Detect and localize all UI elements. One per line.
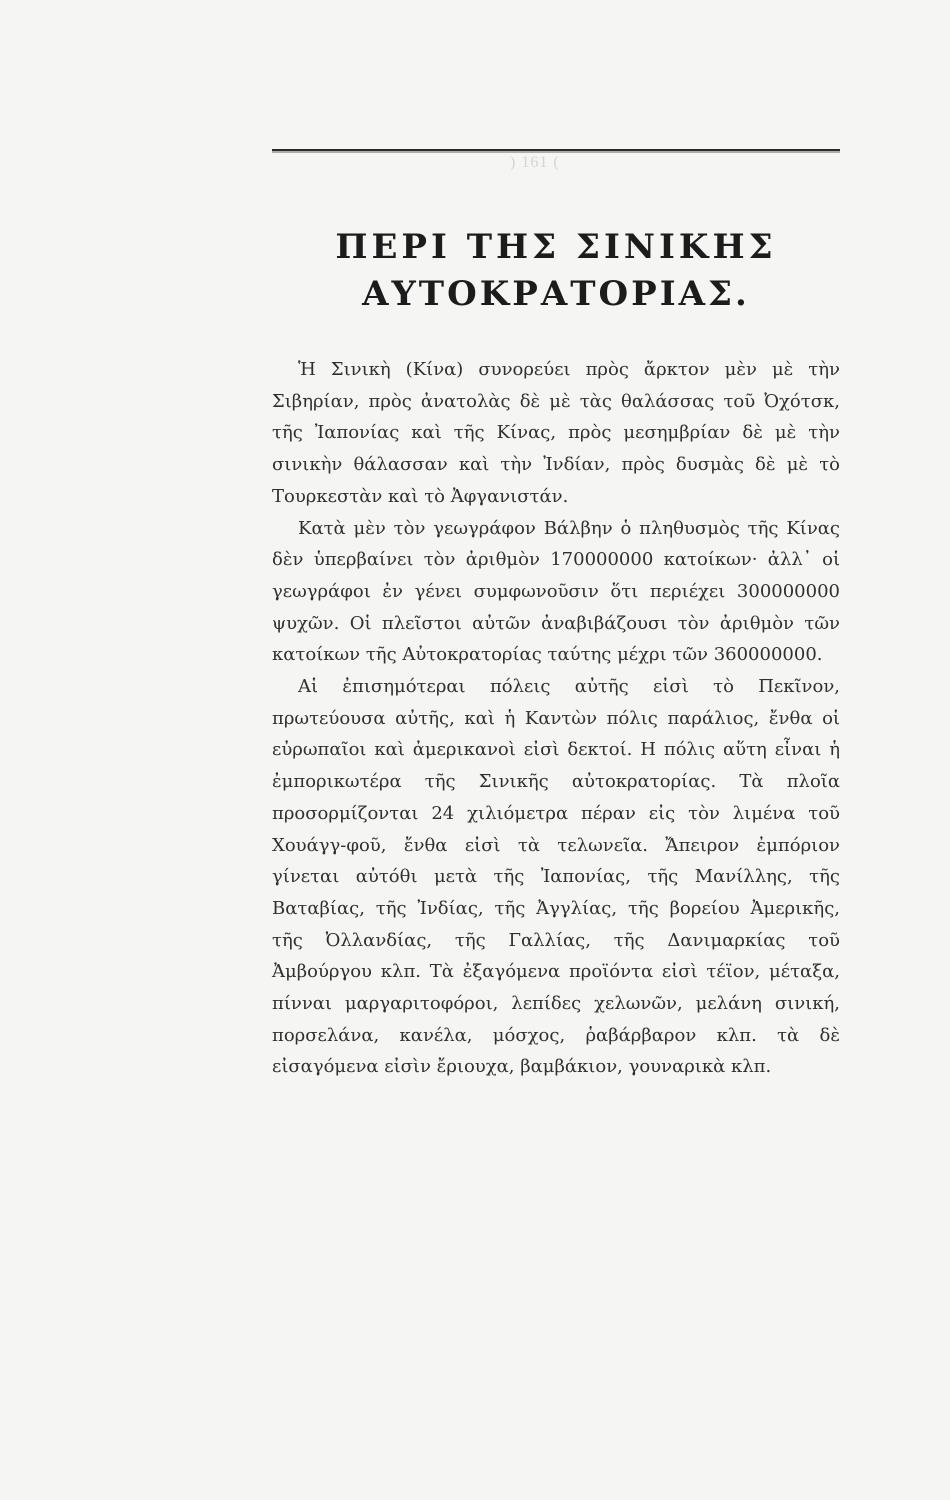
paragraph-population: Κατὰ μὲν τὸν γεωγράφον Βάλβην ὁ πληθυσμὸς τῆς Κίνας δὲν ὑπερβαίνει τὸν ἀριθμὸν 170000000 κατοίκων· ἀλλ᾽ οἱ γεωγράφοι ἐν γένει συμφωνοῦσιν ὅτι περιέχει 300000000 ψυχῶν. Οἱ πλεῖστοι αὐτῶν ἀναβιβάζουσι τὸν ἀριθμὸν τῶν κατοίκων τῆς Αὐτοκρατορίας ταύτης μέχρι τῶν 360000000. (272, 517, 840, 666)
paragraph-borders: Ἡ Σινικὴ (Κίνα) συνορεύει πρὸς ἄρκτον μὲν μὲ τὴν Σιβηρίαν, πρὸς ἀνατολὰς δὲ μὲ τὰς θαλάσσας τοῦ Ὀχότσκ, τῆς Ἰαπονίας καὶ τῆς Κίνας, πρὸς μεσημβρίαν δὲ μὲ τὴν σινικὴν θάλασσαν καὶ τὴν Ἰνδίαν, πρὸς δυσμὰς δὲ μὲ τὸ Τουρκεστὰν καὶ τὸ Ἀφγανιστάν. (272, 359, 840, 507)
chapter-title (272, 224, 840, 318)
title-line-2: ΑΥΤΟΚΡΑΤΟΡΙΑΣ. (362, 274, 750, 314)
body-text (272, 354, 840, 1083)
header-rule (272, 149, 840, 151)
title-line-1: ΠΕΡΙ ΤΗΣ ΣΙΝΙΚΗΣ (335, 227, 777, 267)
paragraph-cities-trade: Αἱ ἐπισημότεραι πόλεις αὐτῆς εἰσὶ τὸ Πεκῖνον, πρωτεύουσα αὐτῆς, καὶ ἡ Καντὼν πόλις παράλιος, ἔνθα οἱ εὐρωπαῖοι καὶ ἀμερικανοὶ εἰσὶ δεκτοί. Η πόλις αὕτη εἶναι ἡ ἐμπορικωτέρα τῆς Σινικῆς αὐτοκρατορίας. Τὰ πλοῖα προσορμίζονται 24 χιλιόμετρα πέραν εἰς τὸν λιμένα τοῦ Χουάγγ-φοῦ, ἔνθα εἰσὶ τὰ τελωνεῖα. Ἄπειρον ἐμπόριον γίνεται αὐτόθι μετὰ τῆς Ἰαπονίας, τῆς Μανίλλης, τῆς Βαταβίας, τῆς Ἰνδίας, τῆς Ἀγγλίας, τῆς βορείου Ἀμερικῆς, τῆς Ὀλλανδίας, τῆς Γαλλίας, τῆς Δανιμαρκίας τοῦ Ἀμβούργου κλπ. Τὰ ἐξαγόμενα προϊόντα εἰσὶ τέϊον, μέταξα, πίνναι μαργαριτοφόροι, λεπίδες χελωνῶν, μελάνη σινική, πορσελάνα, κανέλα, μόσχος, ῥαβάρβαρον κλπ. τὰ δὲ εἰσαγόμενα εἰσὶν ἔριουχα, βαμβάκιον, γουναρικὰ κλπ. (272, 676, 840, 1078)
page-number: ) 161 ( (510, 154, 560, 171)
